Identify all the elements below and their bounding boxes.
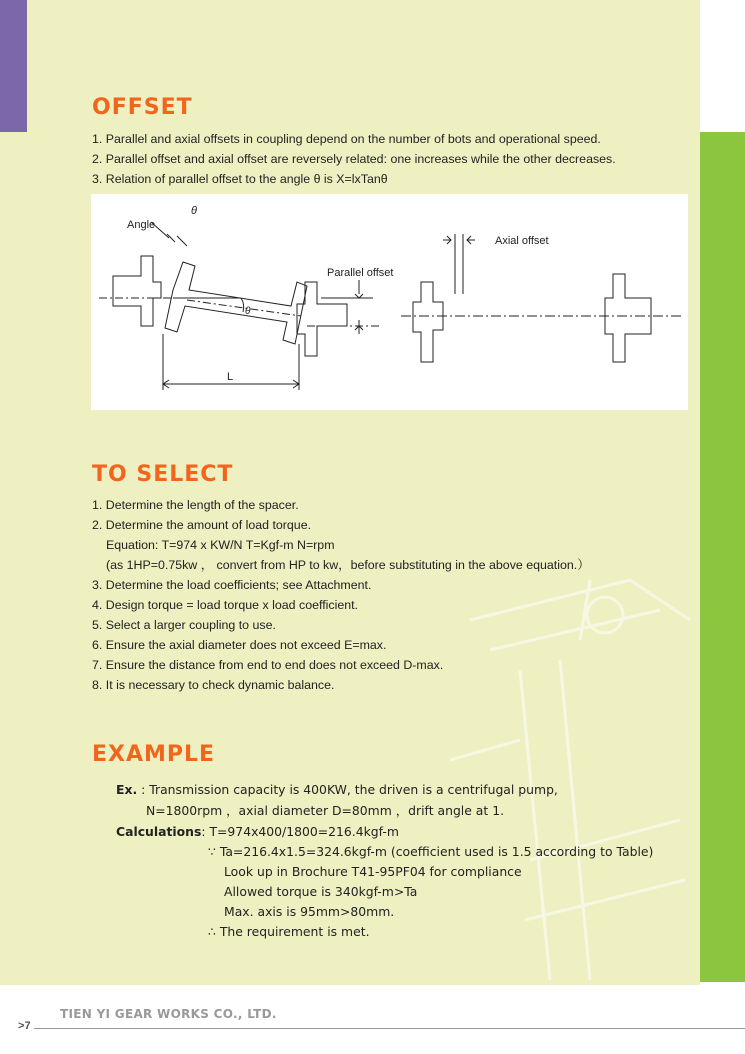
example-heading: EXAMPLE <box>92 742 216 767</box>
offset-diagram <box>91 194 688 410</box>
list-item: 2. Determine the amount of load torque. <box>92 518 312 532</box>
list-item: Equation: T=974 x KW/N T=Kgf-m N=rpm <box>106 538 335 552</box>
company-name: TIEN YI GEAR WORKS CO., LTD. <box>60 1007 277 1021</box>
example-line-2: N=1800rpm ，axial diameter D=80mm ，drift angle at 1. <box>146 803 505 818</box>
allowed-torque-line: Allowed torque is 340kgf-m>Ta <box>224 884 418 899</box>
page-number: >7 <box>18 1020 31 1032</box>
lookup-line: Look up in Brochure T41-95PF04 for compliance <box>224 864 522 879</box>
max-axis-line: Max. axis is 95mm>80mm. <box>224 904 395 919</box>
footer-divider <box>34 1028 745 1029</box>
list-item: 6. Ensure the axial diameter does not exceed E=max. <box>92 638 387 652</box>
theta-top-label: θ <box>191 205 197 217</box>
green-tab <box>700 132 745 982</box>
ex-text: : Transmission capacity is 400KW, the driven is a centrifugal pump, <box>137 782 558 797</box>
list-item: 3. Determine the load coefficients; see Attachment. <box>92 578 372 592</box>
purple-tab <box>0 0 27 132</box>
list-item: 5. Select a larger coupling to use. <box>92 618 276 632</box>
select-heading: TO SELECT <box>92 462 234 487</box>
select-list <box>92 495 590 695</box>
ex-label: Ex. <box>116 782 138 797</box>
example-line-1 <box>116 780 558 800</box>
theta-mid-label: θ <box>245 306 251 317</box>
list-item: 1. Determine the length of the spacer. <box>92 498 299 512</box>
calc-text: : T=974x400/1800=216.4kgf-m <box>201 824 399 839</box>
list-item: 4. Design torque = load torque x load coefficient. <box>92 598 358 612</box>
offset-list <box>92 129 616 189</box>
list-item: 1. Parallel and axial offsets in coupling depend on the number of bots and operational speed. <box>92 132 601 146</box>
parallel-offset-label: Parallel offset <box>327 267 394 279</box>
axial-offset-label: Axial offset <box>495 235 549 247</box>
page-number-value: 7 <box>24 1020 31 1032</box>
list-item: 2. Parallel offset and axial offset are reversely related: one increases while the other decreases. <box>92 152 616 166</box>
length-label: L <box>227 371 234 383</box>
because-line: ∵ Ta=216.4x1.5=324.6kgf-m (coefficient used is 1.5 according to Table) <box>208 844 654 859</box>
list-item: 8. It is necessary to check dynamic balance. <box>92 678 335 692</box>
list-item: 7. Ensure the distance from end to end does not exceed D-max. <box>92 658 444 672</box>
list-item: 3. Relation of parallel offset to the angle θ is X=lxTanθ <box>92 172 388 186</box>
therefore-line: ∴ The requirement is met. <box>208 924 370 939</box>
list-item: (as 1HP=0.75kw ， convert from HP to kw，before substituting in the above equation.） <box>106 558 590 572</box>
offset-heading: OFFSET <box>92 95 193 120</box>
calculation-line <box>116 822 399 842</box>
calc-label: Calculations <box>116 824 202 839</box>
angle-label: Angle <box>127 219 156 231</box>
